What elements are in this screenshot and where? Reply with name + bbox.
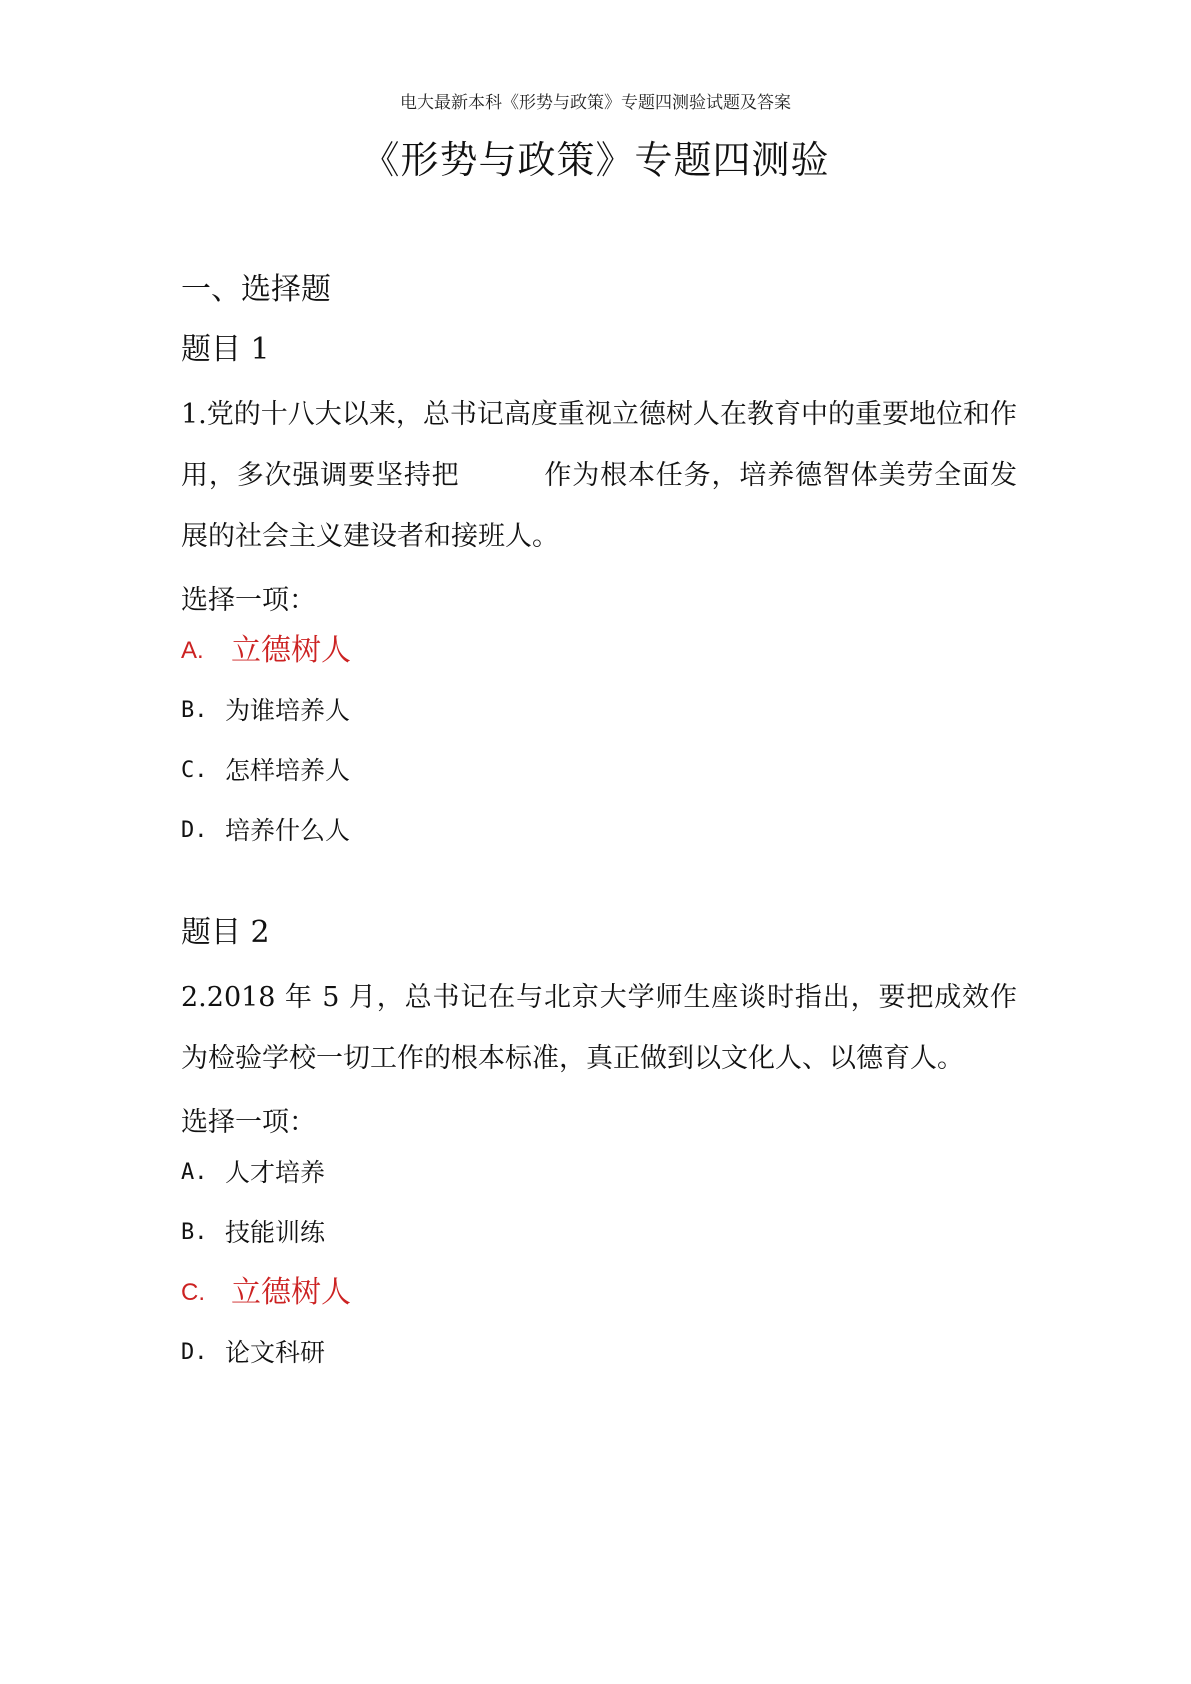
option-text: 立德树人 bbox=[231, 633, 351, 668]
option-text: 怎样培养人 bbox=[225, 756, 351, 785]
question-text bbox=[181, 384, 1017, 567]
option-letter: C. bbox=[181, 1279, 205, 1306]
running-header: 电大最新本科《形势与政策》专题四测验试题及答案 bbox=[400, 93, 791, 113]
option-a-correct[interactable] bbox=[181, 631, 1017, 671]
question-number: 题目 2 bbox=[181, 915, 270, 950]
document-body bbox=[181, 270, 1017, 1393]
question-text-part: 1.党的十八大以来，总书记高度重视立德树人在教育中的重要地位和作用，多次强调要坚持把 bbox=[181, 399, 1017, 491]
option-letter: A. bbox=[181, 1160, 208, 1185]
question-block-2 bbox=[181, 913, 1017, 1373]
question-text-part: 作为根本任务，培养德智体美劳全面发展的社会主义建设者和接班人。 bbox=[181, 460, 1018, 552]
option-text: 论文科研 bbox=[225, 1338, 326, 1367]
option-c-correct[interactable] bbox=[181, 1273, 1017, 1313]
option-letter: D. bbox=[181, 1340, 208, 1365]
option-letter: D. bbox=[181, 818, 208, 843]
option-text: 人才培养 bbox=[225, 1158, 326, 1187]
section-heading: 一、选择题 bbox=[181, 272, 331, 307]
option-text: 立德树人 bbox=[231, 1275, 351, 1310]
question-text: 2.2018 年 5 月，总书记在与北京大学师生座谈时指出，要把成效作为检验学校一切工作的根本标准，真正做到以文化人、以德育人。 bbox=[181, 982, 1017, 1074]
question-block-1 bbox=[181, 330, 1017, 851]
option-list bbox=[181, 631, 1017, 851]
choose-one-label: 选择一项： bbox=[181, 1107, 316, 1138]
option-list bbox=[181, 1153, 1017, 1373]
option-letter: C. bbox=[181, 758, 208, 783]
option-a[interactable] bbox=[181, 1153, 1017, 1193]
option-letter: B. bbox=[181, 698, 208, 723]
option-letter: A. bbox=[181, 637, 204, 664]
option-b[interactable] bbox=[181, 1213, 1017, 1253]
question-number: 题目 1 bbox=[181, 332, 270, 367]
document-title: 《形势与政策》专题四测验 bbox=[361, 138, 830, 182]
option-letter: B. bbox=[181, 1220, 208, 1245]
option-text: 技能训练 bbox=[225, 1218, 326, 1247]
option-text: 培养什么人 bbox=[225, 816, 351, 845]
option-d[interactable] bbox=[181, 1333, 1017, 1373]
choose-one-label: 选择一项： bbox=[181, 585, 316, 616]
option-b[interactable] bbox=[181, 691, 1017, 731]
option-d[interactable] bbox=[181, 811, 1017, 851]
option-c[interactable] bbox=[181, 751, 1017, 791]
option-text: 为谁培养人 bbox=[225, 696, 351, 725]
